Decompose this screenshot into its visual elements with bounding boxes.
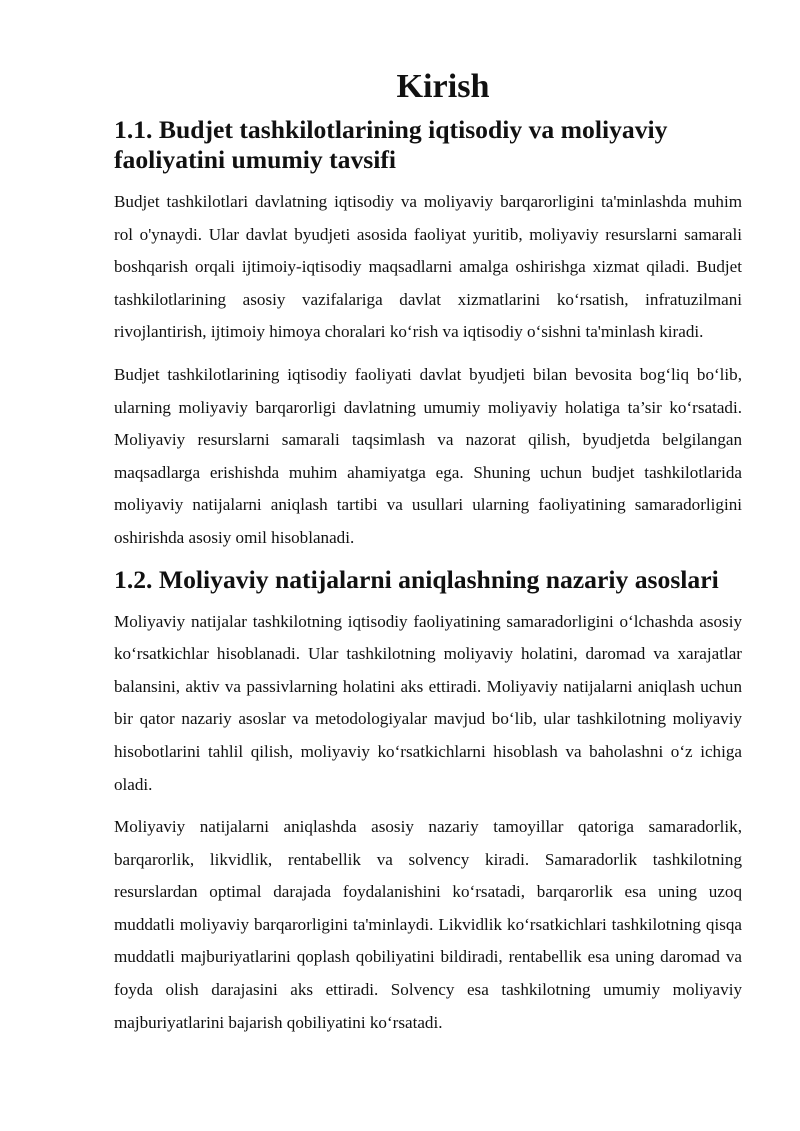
section-heading-1-1: 1.1. Budjet tashkilotlarining iqtisodiy va moliyaviy faoliyatini umumiy tavsifi	[114, 115, 668, 174]
document-page	[114, 68, 742, 1039]
paragraph: Budjet tashkilotlari davlatning iqtisodiy va moliyaviy barqarorligini ta'minlashda muhim rol o'ynaydi. Ular davlat byudjeti asosida faoliyat yuritib, moliyaviy resurslarni samarali boshqarish orqali ijtimoiy-iqtisodiy maqsadlarni amalga oshirishga xizmat qiladi. Budjet tashkilotlarining asosiy vazifalariga davlat xizmatlarini ko‘rsatish, infratuzilmani rivojlantirish, ijtimoiy himoya choralari ko‘rish va iqtisodiy o‘sishni ta'minlash kiradi.	[114, 192, 742, 342]
paragraph: Budjet tashkilotlarining iqtisodiy faoliyati davlat byudjeti bilan bevosita bog‘liq bo‘lib, ularning moliyaviy barqarorligi davlatning umumiy moliyaviy holatiga ta’sir ko‘rsatadi. Moliyaviy resurslarni samarali taqsimlash va nazorat qilish, byudjetda belgilangan maqsadlarga erishishda muhim ahamiyatga ega. Shuning uchun budjet tashkilotlarida moliyaviy natijalarni aniqlash tartibi va usullari ularning faoliyatining samaradorligini oshirishda asosiy omil hisoblanadi.	[114, 364, 742, 547]
paragraph: Moliyaviy natijalarni aniqlashda asosiy nazariy tamoyillar qatoriga samaradorlik, barqarorlik, likvidlik, rentabellik va solvency kiradi. Samaradorlik tashkilotning resurslardan optimal darajada foydalanishini ko‘rsatadi, barqarorlik esa uning uzoq muddatli moliyaviy barqarorligini ta'minlaydi. Likvidlik ko‘rsatkichlari tashkilotning qisqa muddatli majburiyatlarini qoplash qobiliyatini bildiradi, rentabellik esa uning daromad va foyda olish darajasini aks ettiradi. Solvency esa tashkilotning umumiy moliyaviy majburiyatlarini bajarish qobiliyatini ko‘rsatadi.	[114, 817, 742, 1032]
document-title: Kirish	[396, 68, 490, 105]
paragraph: Moliyaviy natijalar tashkilotning iqtisodiy faoliyatining samaradorligini o‘lchashda asosiy ko‘rsatkichlar hisoblanadi. Ular tashkilotning moliyaviy holatini, daromad va xarajatlar balansini, aktiv va passivlarning holatini aks ettiradi. Moliyaviy natijalarni aniqlash uchun bir qator nazariy asoslar va metodologiyalar mavjud bo‘lib, ular tashkilotning moliyaviy hisobotlarini tahlil qilish, moliyaviy ko‘rsatkichlarni hisoblash va baholashni o‘z ichiga oladi.	[114, 611, 742, 794]
section-heading-1-2: 1.2. Moliyaviy natijalarni aniqlashning nazariy asoslari	[114, 564, 719, 594]
